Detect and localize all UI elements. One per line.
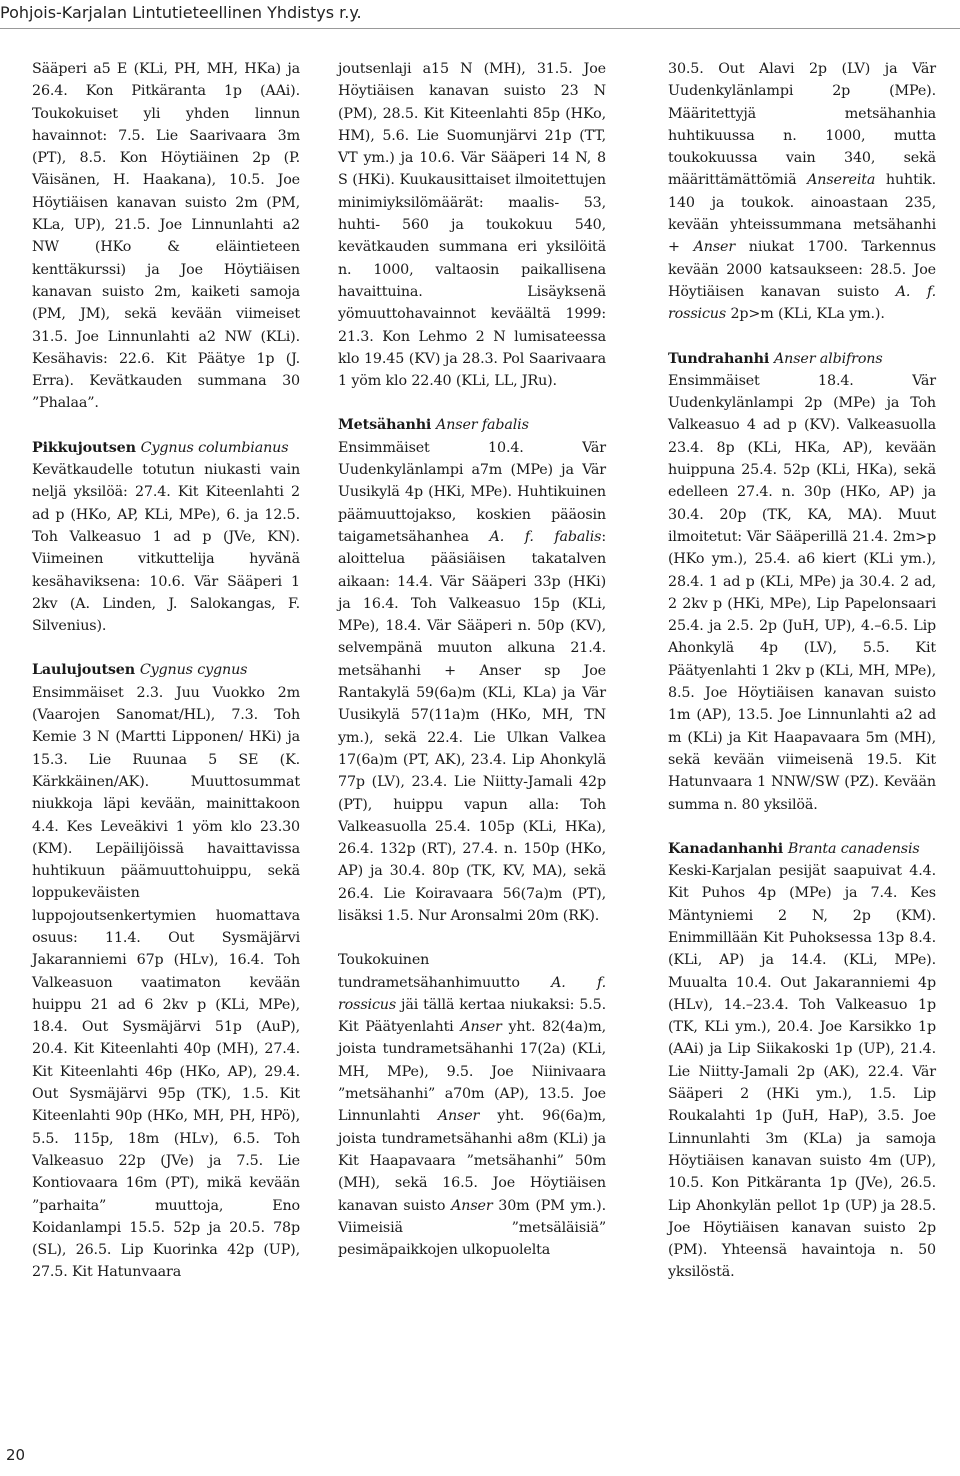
species-scientific-name: Anser fabalis bbox=[436, 417, 529, 434]
text-run: jäi tällä kertaa niukaksi: 5.5. Kit Päätyenlahti bbox=[338, 996, 606, 1036]
species-scientific-name: Cygnus cygnus bbox=[139, 662, 248, 679]
text-run: yht. 96(6a)m, joista tundrametsähanhi a8m (KLi) ja Kit Haapavaara ”metsähanhi” 50m (MH), sekä 16.5. Joe Höytiäisen kanavan suisto bbox=[338, 1108, 606, 1214]
paragraph: Keski-Karjalan pesijät saapuivat 4.4. Kit Puhos 4p (MPe) ja 7.4. Kes Mäntyniemi 2 N, 2p (KM). Enimmillään Kit Puhoksessa 13p 8.4. (KLi, AP) ja 14.4. (KLi, MPe). Muualta 10.4. Out Jakaranniemi 4p (HLv), 14.–23.4. Toh Valkeasuo 1p (TK, KLi ym.), 20.4. Joe Karsikko 1p (AAi) ja Lip Siikakoski 1p (UP), 21.4. Lie Niitty-Jamali 2p (AK), 22.4. Vär Sääperi 2 (HKi ym.), 1.5. Lip Roukalahti 1p (JuH, HaP), 3.5. Joe Linnunlahti 3m (KLa) ja samoja Höytiäisen kanavan suisto 4m (UP), 10.5. Kon Pitkäranta 1p (JVe), 26.5. Lip Ahonkylän pellot 1p (UP) ja 28.5. Joe Höytiäisen kanavan suisto 2p (PM). Yhteensä havaintoja n. 50 yksilöstä. bbox=[668, 863, 936, 1281]
paragraph: Sääperi a5 E (KLi, PH, MH, HKa) ja 26.4. Kon Pitkäranta 1p (AAi). Toukokuiset yli yhden linnun havainnot: 7.5. Lie Saarivaara 3m (PT), 8.5. Kon Höytiäinen 2p (P. Väisänen, H. Haakana), 10.5. Joe Höytiäisen kanavan suisto 2m (PM, KLa, UP), 21.5. Joe Linnunlahti a2 NW (HKo & eläintieteen kenttäkurssi) ja Joe Höytiäisen kanavan suisto 2m, kaiketi samoja (PM, JM), sekä kevään viimeiset 31.5. Joe Linnunlahti a2 NW (KLi). Kesähavis: 22.6. Kit Päätye 1p (J. Erra). Kevätkauden summana 30 ”Phalaa”. bbox=[32, 61, 300, 412]
species-heading bbox=[32, 659, 300, 681]
text-run: 30.5. Out Alavi 2p (LV) ja Vär Uudenkylänlampi 2p (MPe). Määritettyjä metsähanhia huhtikuussa n. 1000, mutta toukokuussa vain 340, sekä määrittämättömiä bbox=[668, 61, 936, 189]
spacer bbox=[668, 816, 936, 838]
species-scientific-name: Branta canadensis bbox=[787, 840, 920, 857]
italic-text: Anser bbox=[451, 1197, 493, 1214]
spacer bbox=[668, 326, 936, 348]
italic-text: Anser bbox=[693, 239, 736, 256]
column-1 bbox=[32, 58, 300, 1284]
text-run: : aloittelua pääsiäisen takatalven aikaan: 14.4. Vär Sääperi 33p (HKi) ja 16.4. Toh Valkeasuo 15p (KLi, MPe), 18.4. Vär Sääperi n. 50p (KV), selvempänä muuton alkuna 21.4. metsähanhi + Anser sp Joe Rantakylä 59(6a)m (KLi, KLa) ja Vär Uusikylä 57(11a)m (HKo, MH, TN ym.), sekä 22.4. Lie Ulkan Valkea 17(6a)m (PT, AK), 23.4. Lip Ahonkylä 77p (LV), 23.4. Lie Niitty-Jamali 42p (PT), huippu vapun alla: Toh Valkeasuolla 25.4. 105p (KLi, HKa), 26.4. 132p (RT), 27.4. n. 150p (HKo, AP) ja 30.4. 80p (TK, KV, MA), sekä 26.4. Lie Koiravaara 56(7a)m (PT), lisäksi 1.5. Nur Aronsalmi 20m (RK). bbox=[338, 528, 606, 924]
spacer bbox=[32, 415, 300, 437]
species-heading bbox=[668, 348, 936, 370]
paragraph: joutsenlaji a15 N (MH), 31.5. Joe Höytiäisen kanavan suisto 23 N (PM), 28.5. Kit Kiteenlahti 85p (HKo, HM), 5.6. Lie Suomunjärvi 21p (TT, VT ym.) ja 10.6. Vär Sääperi 14 N, 8 S (HKi). Kuukausittaiset ilmoitettujen minimiyksilömäärät: maalis- 53, huhti- 560 ja toukokuu 540, kevätkauden summana eri yksilöitä n. 1000, valtaosin paikallisena havaittuina. Lisäyksenä yömuuttohavainnot keväältä 1999: 21.3. Kon Lehmo 2 N lumisateessa klo 19.45 (KV) ja 28.3. Pol Saarivaara 1 yöm klo 22.40 (KLi, LL, JRu). bbox=[338, 61, 606, 390]
paragraph bbox=[338, 949, 606, 1261]
italic-text: Anser bbox=[460, 1019, 502, 1036]
column-2 bbox=[338, 58, 606, 1261]
italic-text: A. f. rossicus bbox=[338, 974, 606, 1013]
species-name: Tundrahanhi bbox=[668, 350, 770, 367]
page-header bbox=[0, 0, 960, 28]
species-name: Metsähanhi bbox=[338, 417, 432, 434]
species-heading bbox=[32, 437, 300, 459]
species-scientific-name: Anser albifrons bbox=[773, 350, 883, 367]
spacer bbox=[338, 392, 606, 414]
species-name: Kanadanhanhi bbox=[668, 840, 784, 857]
page-number: 20 bbox=[6, 1446, 26, 1464]
header-title: Pohjois-Karjalan Lintutieteellinen Yhdistys r.y. bbox=[0, 3, 362, 22]
italic-text: Anser bbox=[437, 1108, 480, 1125]
column-3 bbox=[668, 58, 936, 1284]
italic-text: A. f. rossicus bbox=[668, 283, 936, 323]
paragraph: Ensimmäiset 18.4. Vär Uudenkylänlampi 2p (MPe) ja Toh Valkeasuo 4 ad p (KV). Valkeasuolla 23.4. 8p (KLi, HKa, AP), kevään huippuna 25.4. 52p (KLi, HKa), sekä edelleen 27.4. n. 30p (HKo, AP) ja 30.4. 20p (TK, KA, MA). Muut ilmoitetut: Vär Sääperillä 21.4. 2m>p (HKo ym.), 25.4. a6 kiert (KLi ym.), 28.4. 1 ad p (KLi, MPe) ja 30.4. 2 ad, 2 2kv p (HKi, MPe), Lip Papelonsaari 25.4. ja 2.5. 2p (JuH, UP), 4.–6.5. Lip Ahonkylä 4p (LV), 5.5. Kit Päätyenlahti 1 2kv p (KLi, MH, MPe), 8.5. Joe Höytiäisen kanavan suisto 1m (AP), 13.5. Joe Linnunlahti a2 ad m (KLi) ja Kit Haapavaara 5m (MH), sekä kevään viimeisenä 19.5. Kit Hatunvaara 1 NNW/SW (PZ). Kevään summa n. 80 yksilöä. bbox=[668, 372, 936, 813]
italic-text: A. f. fabalis bbox=[489, 528, 602, 545]
text-run: niukat 1700. Tarkennus kevään 2000 katsaukseen: 28.5. Joe Höytiäisen kanavan suisto bbox=[668, 239, 936, 300]
header-rule bbox=[0, 28, 960, 29]
species-heading bbox=[668, 838, 936, 860]
text-run: Ensimmäiset 10.4. Vär Uudenkylänlampi a7m (MPe) ja Vär Uusikylä 4p (HKi, MPe). Huhtikuinen päämuuttojakso, koskien pääosin taigametsähanhea bbox=[338, 439, 606, 545]
paragraph: Ensimmäiset 2.3. Juu Vuokko 2m (Vaarojen Sanomat/HL), 7.3. Toh Kemie 3 N (Martti Lipponen/ HKi) ja 15.3. Lie Ruunaa 5 SE (K. Kärkkäinen/AK). Muuttosummat niukkoja läpi kevään, mainittakoon 4.4. Kes Leveäkivi 1 yöm klo 23.30 (KM). Lepäilijöissä havaittavissa huhtikuun päämuuttohuippu, sekä loppukeväisten luppojoutsenkertymien huomattava osuus: 11.4. Out Sysmäjärvi Jakaranniemi 67p (HLv), 16.4. Toh Valkeasuon vaatimaton kevään huippu 21 ad 6 2kv p (KLi, MPe), 18.4. Out Sysmäjärvi 51p (AuP), 20.4. Kit Kiteenlahti 40p (MH), 27.4. Kit Kiteenlahti 46p (HKo, AP), 29.4. Out Sysmäjärvi 95p (TK), 1.5. Kit Kiteenlahti 90p (HKo, MH, PH, HPö), 5.5. 115p, 18m (HLv), 6.5. Toh Valkeasuo 22p (JVe) ja 7.5. Lie Kontiovaara 16m (PT), mikä kevään ”parhaita” muuttoja, Eno Koidanlampi 15.5. 52p ja 20.5. 78p (SL), 26.5. Lip Kuorinka 42p (UP), 27.5. Kit Hatunvaara bbox=[32, 684, 300, 1281]
species-name: Laulujoutsen bbox=[32, 662, 135, 679]
text-run: Toukokuinen tundrametsähanhimuutto bbox=[338, 952, 552, 991]
species-scientific-name: Cygnus columbianus bbox=[140, 439, 289, 456]
paragraph: Kevätkaudelle totutun niukasti vain neljä yksilöä: 27.4. Kit Kiteenlahti 2 ad p (HKo, AP, KLi, MPe), 6. ja 12.5. Toh Valkeasuo 1 ad p (JVe, KN). Viimeinen vitkuttelija hyvänä kesähaviksena: 10.6. Vär Sääperi 1 2kv (A. Linden, J. Salokangas, F. Silvenius). bbox=[32, 462, 300, 635]
text-run: 2p>m (KLi, KLa ym.). bbox=[726, 306, 885, 323]
paragraph bbox=[668, 58, 936, 326]
paragraph bbox=[338, 437, 606, 928]
species-name: Pikkujoutsen bbox=[32, 439, 136, 456]
spacer bbox=[338, 927, 606, 949]
spacer bbox=[32, 637, 300, 659]
text-run: yht. 82(4a)m, joista tundrametsähanhi 17(2a) (KLi, MH, MPe), 9.5. Joe Niinivaara ”metsähanhi” a70m (AP), 13.5. Joe Linnunlahti bbox=[338, 1019, 606, 1125]
text-run: 30m (PM ym.). Viimeisiä ”metsäläisiä” pesimäpaikkojen ulkopuolelta bbox=[338, 1197, 607, 1259]
species-heading bbox=[338, 414, 606, 436]
italic-text: Ansereita bbox=[807, 172, 876, 189]
text-run: huhtik. 140 ja toukok. ainoastaan 235, kevään yhteissummana metsähanhi + bbox=[668, 172, 937, 256]
